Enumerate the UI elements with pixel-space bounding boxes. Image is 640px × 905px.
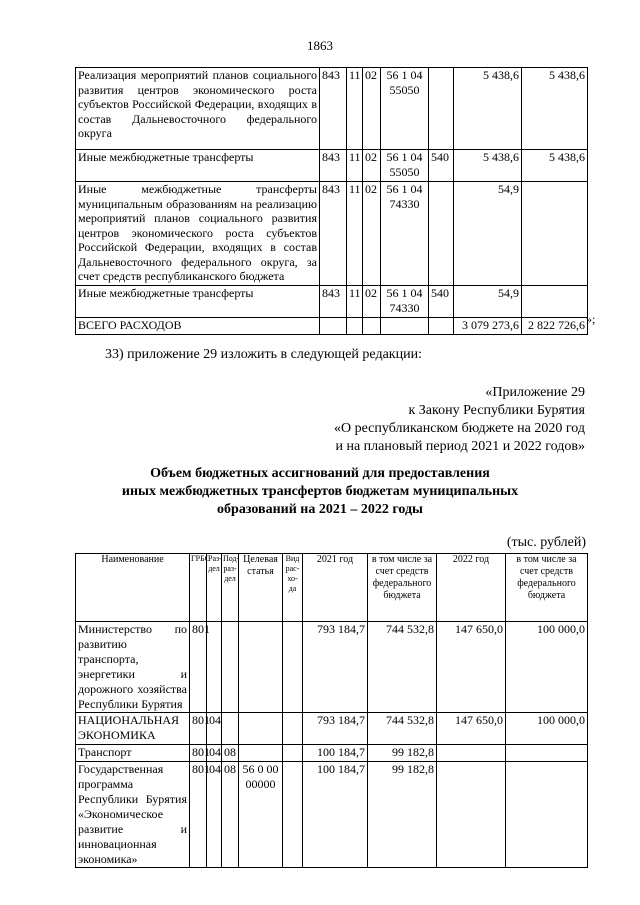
federal-amount-cell: 5 438,6 xyxy=(522,150,588,182)
table-row xyxy=(76,182,588,286)
expense-type-cell xyxy=(283,713,303,745)
grbs-cell: 801 xyxy=(190,622,207,713)
federal-2022-cell xyxy=(506,762,588,868)
expense-type-cell xyxy=(283,622,303,713)
table-row xyxy=(76,713,588,745)
amount-2021-cell: 793 184,7 xyxy=(303,622,368,713)
appendix-caption xyxy=(334,384,585,456)
amount-cell: 54,9 xyxy=(454,286,522,318)
grbs-cell: 843 xyxy=(320,286,347,318)
row-name: Государственная программа Республики Бурятия «Экономическое развитие и инновационная экономика» xyxy=(76,762,190,868)
header-subsection: Под-раз-дел xyxy=(222,554,239,622)
amount-2021-cell: 793 184,7 xyxy=(303,713,368,745)
table-row xyxy=(76,68,588,150)
amendment-paragraph: 33) приложение 29 изложить в следующей редакции: xyxy=(105,347,422,362)
grbs-cell: 801 xyxy=(190,745,207,762)
expense-type-cell xyxy=(429,68,454,150)
federal-amount-cell xyxy=(522,182,588,286)
row-name: Транспорт xyxy=(76,745,190,762)
row-name: Министерство по развитию транспорта, энергетики и дорожного хозяйства Республики Бурятия xyxy=(76,622,190,713)
header-2021: 2021 год xyxy=(303,554,368,622)
expense-type-cell: 540 xyxy=(429,286,454,318)
row-name: Иные межбюджетные трансферты xyxy=(76,286,320,318)
expense-type-cell xyxy=(283,745,303,762)
section-cell: 04 xyxy=(207,762,222,868)
target-item-cell: 56 1 04 74330 xyxy=(381,182,429,286)
closing-quote: »; xyxy=(586,312,596,326)
subsection-cell: 08 xyxy=(222,762,239,868)
table-row xyxy=(76,762,588,868)
expense-type-cell: 540 xyxy=(429,150,454,182)
header-grbs: ГРБС xyxy=(190,554,207,622)
amount-2021-cell: 100 184,7 xyxy=(303,762,368,868)
target-item-cell xyxy=(239,745,283,762)
subsection-cell: 08 xyxy=(222,745,239,762)
document-heading xyxy=(0,465,640,519)
federal-amount-cell: 5 438,6 xyxy=(522,68,588,150)
expenses-table xyxy=(75,67,588,335)
grbs-cell: 843 xyxy=(320,150,347,182)
section-cell: 11 xyxy=(347,150,363,182)
total-federal-amount: 2 822 726,6 xyxy=(522,318,588,335)
federal-2021-cell: 744 532,8 xyxy=(368,713,437,745)
row-name: Реализация мероприятий планов социального развития центров экономического роста субъектов Российской Федерации, входящих в состав Дальневосточного федерального округа xyxy=(76,68,320,150)
federal-2021-cell: 99 182,8 xyxy=(368,745,437,762)
appendix-line: «Приложение 29 xyxy=(485,385,585,400)
amount-2022-cell: 147 650,0 xyxy=(437,713,506,745)
table-row xyxy=(76,622,588,713)
subsection-cell: 02 xyxy=(363,150,381,182)
target-item-cell: 56 1 04 74330 xyxy=(381,286,429,318)
header-target-item: Целевая статья xyxy=(239,554,283,622)
federal-amount-cell xyxy=(522,286,588,318)
expense-type-cell xyxy=(283,762,303,868)
target-item-cell: 56 1 04 55050 xyxy=(381,150,429,182)
amount-2022-cell: 147 650,0 xyxy=(437,622,506,713)
grbs-cell: 801 xyxy=(190,713,207,745)
grbs-cell: 843 xyxy=(320,182,347,286)
federal-2022-cell: 100 000,0 xyxy=(506,622,588,713)
section-cell: 11 xyxy=(347,286,363,318)
federal-2021-cell: 99 182,8 xyxy=(368,762,437,868)
target-item-cell xyxy=(239,622,283,713)
header-name: Наименование xyxy=(76,554,190,622)
appendix-line: «О республиканском бюджете на 2020 год xyxy=(334,421,585,436)
subsection-cell: 02 xyxy=(363,68,381,150)
grbs-cell: 801 xyxy=(190,762,207,868)
expense-type-cell xyxy=(429,182,454,286)
table-header xyxy=(76,554,588,622)
federal-2022-cell xyxy=(506,745,588,762)
row-name: Иные межбюджетные трансферты муниципальным образованиям на реализацию мероприятий планов социального развития центров экономического роста субъектов Российской Федерации, входящих в состав Дальневосточного федерального округа, за счет средств республиканского бюджета xyxy=(76,182,320,286)
page-number: 1863 xyxy=(307,38,333,53)
target-item-cell: 56 1 04 55050 xyxy=(381,68,429,150)
amount-2022-cell xyxy=(437,762,506,868)
header-2022: 2022 год xyxy=(437,554,506,622)
header-section: Раз-дел xyxy=(207,554,222,622)
target-item-cell xyxy=(239,713,283,745)
table-row xyxy=(76,745,588,762)
row-name: НАЦИОНАЛЬНАЯ ЭКОНОМИКА xyxy=(76,713,190,745)
total-amount: 3 079 273,6 xyxy=(454,318,522,335)
header-federal-2021: в том числе за счет средств федерального бюджета xyxy=(368,554,437,622)
federal-2021-cell: 744 532,8 xyxy=(368,622,437,713)
heading-line: Объем бюджетных ассигнований для предоставления xyxy=(150,466,490,481)
heading-line: образований на 2021 – 2022 годы xyxy=(217,502,423,517)
total-row xyxy=(76,318,588,335)
amount-cell: 54,9 xyxy=(454,182,522,286)
header-federal-2022: в том числе за счет средств федерального бюджета xyxy=(506,554,588,622)
amount-cell: 5 438,6 xyxy=(454,150,522,182)
amount-2021-cell: 100 184,7 xyxy=(303,745,368,762)
units-label: (тыс. рублей) xyxy=(506,535,586,550)
subsection-cell: 02 xyxy=(363,286,381,318)
appendix-line: к Закону Республики Бурятия xyxy=(408,403,585,418)
table-row xyxy=(76,150,588,182)
amount-2022-cell xyxy=(437,745,506,762)
table-row xyxy=(76,286,588,318)
section-cell: 04 xyxy=(207,713,222,745)
section-cell: 11 xyxy=(347,68,363,150)
subsection-cell: 02 xyxy=(363,182,381,286)
subsection-cell xyxy=(222,622,239,713)
amount-cell: 5 438,6 xyxy=(454,68,522,150)
row-name: Иные межбюджетные трансферты xyxy=(76,150,320,182)
target-item-cell: 56 0 00 00000 xyxy=(239,762,283,868)
transfers-table xyxy=(75,553,588,868)
section-cell: 11 xyxy=(347,182,363,286)
total-label: ВСЕГО РАСХОДОВ xyxy=(76,318,320,335)
header-expense-type: Вид рас-хо-да xyxy=(283,554,303,622)
subsection-cell xyxy=(222,713,239,745)
federal-2022-cell: 100 000,0 xyxy=(506,713,588,745)
section-cell: 04 xyxy=(207,745,222,762)
heading-line: иных межбюджетных трансфертов бюджетам муниципальных xyxy=(121,484,519,499)
appendix-line: и на плановый период 2021 и 2022 годов» xyxy=(335,439,585,454)
grbs-cell: 843 xyxy=(320,68,347,150)
